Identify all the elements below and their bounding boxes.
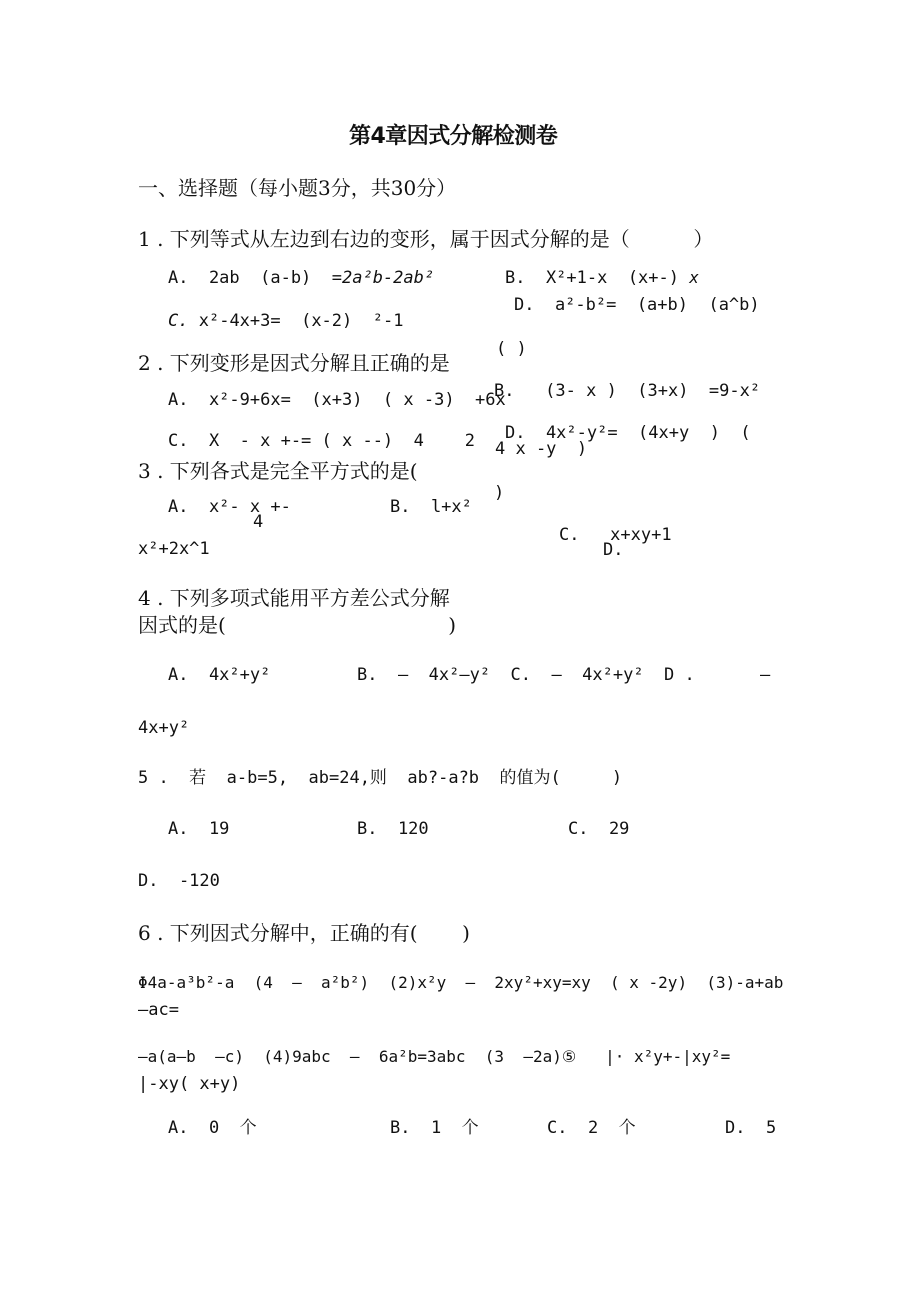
q1-option-c-expr: x²-4x+3= (x-2) ²-1	[198, 311, 404, 331]
q6-option-a: A. 0 个	[168, 1118, 257, 1138]
q6-stem: 6 . 下列因式分解中，正确的有( )	[138, 921, 470, 945]
q1-option-b-expr: B. X²+1-x (x+-)	[505, 268, 679, 288]
q4-option-a: A. 4x²+y²	[168, 665, 271, 685]
q1-option-b-x: x	[689, 268, 699, 287]
q2-stem: 2 . 下列变形是因式分解且正确的是	[138, 351, 450, 375]
q6-option-c: C. 2 个	[547, 1118, 636, 1138]
q4-stem-line2: 因式的是( )	[138, 613, 457, 637]
q1-option-a-right: =2a²b-2ab²	[331, 268, 435, 288]
q2-option-d: D. 4x²-y²= (4x+y ) (	[505, 423, 751, 443]
q5-option-b: B. 120	[357, 819, 429, 839]
q2-paren: ( )	[496, 339, 527, 359]
q1-option-c-label: C.	[168, 311, 189, 331]
page-title: 第4章因式分解检测卷	[349, 124, 558, 149]
q6-line4: |-xy( x+y)	[138, 1074, 241, 1094]
q5-option-a: A. 19	[168, 819, 230, 839]
q3-stem: 3 . 下列各式是完全平方式的是(	[138, 459, 418, 483]
section-heading: 一、选择题（每小题3分，共30分）	[138, 176, 457, 200]
q6-line3: —a(a—b —c) (4)9abc — 6a²b=3abc (3 —2a)⑤ |· x²y+-|xy²=	[138, 1047, 731, 1066]
q1-option-a-left: A. 2ab (a-b)	[168, 268, 332, 288]
q2-option-b: B. (3- x ) (3+x) =9-x²	[494, 381, 761, 401]
q4-stem-line1: 4 . 下列多项式能用平方差公式分解	[138, 586, 450, 610]
q4-option-d-dash: —	[760, 665, 771, 685]
q6-line2: —ac=	[138, 1000, 179, 1020]
q1-option-c	[168, 313, 403, 330]
q3-option-a: A. x²- x +-	[168, 497, 291, 517]
q1-stem: 1 . 下列等式从左边到右边的变形，属于因式分解的是（ ）	[138, 227, 714, 251]
q6-option-b: B. 1 个	[390, 1118, 479, 1138]
q1-option-a	[168, 270, 434, 287]
q2-option-d-cont: 4 x -y )	[495, 439, 588, 459]
q1-option-d: D. a²-b²= (a+b) (a^b)	[514, 295, 760, 315]
q6-option-d: D. 5	[725, 1118, 777, 1138]
q5-stem: 5 . 若 a-b=5, ab=24,则 ab?-a?b 的值为( )	[138, 768, 623, 788]
q6-line1: Φ4a-a³b²-a (4 — a²b²) (2)x²y — 2xy²+xy=xy ( x -2y) (3)-a+ab	[138, 973, 784, 992]
q5-option-d: D. -120	[138, 871, 220, 891]
q1-option-b	[505, 270, 699, 287]
q3-close-paren: )	[494, 483, 505, 503]
q2-option-c: C. X - x +-= ( x --) 4 2	[168, 431, 476, 451]
q2-option-a: A. x²-9+6x= (x+3) ( x -3) +6x	[168, 390, 506, 410]
q3-option-c: C. x+xy+1	[559, 525, 672, 545]
q5-option-c: C. 29	[568, 819, 630, 839]
q3-option-d-expr: x²+2x^1	[138, 539, 210, 559]
q4-option-d-expr: 4x+y²	[138, 718, 190, 738]
q4-options-bcd: B. — 4x²—y² C. — 4x²+y² D .	[357, 665, 695, 685]
q3-option-a-denominator: 4	[253, 512, 264, 532]
q3-option-d: D.	[603, 540, 624, 560]
q3-option-b: B. l+x²	[390, 497, 472, 517]
